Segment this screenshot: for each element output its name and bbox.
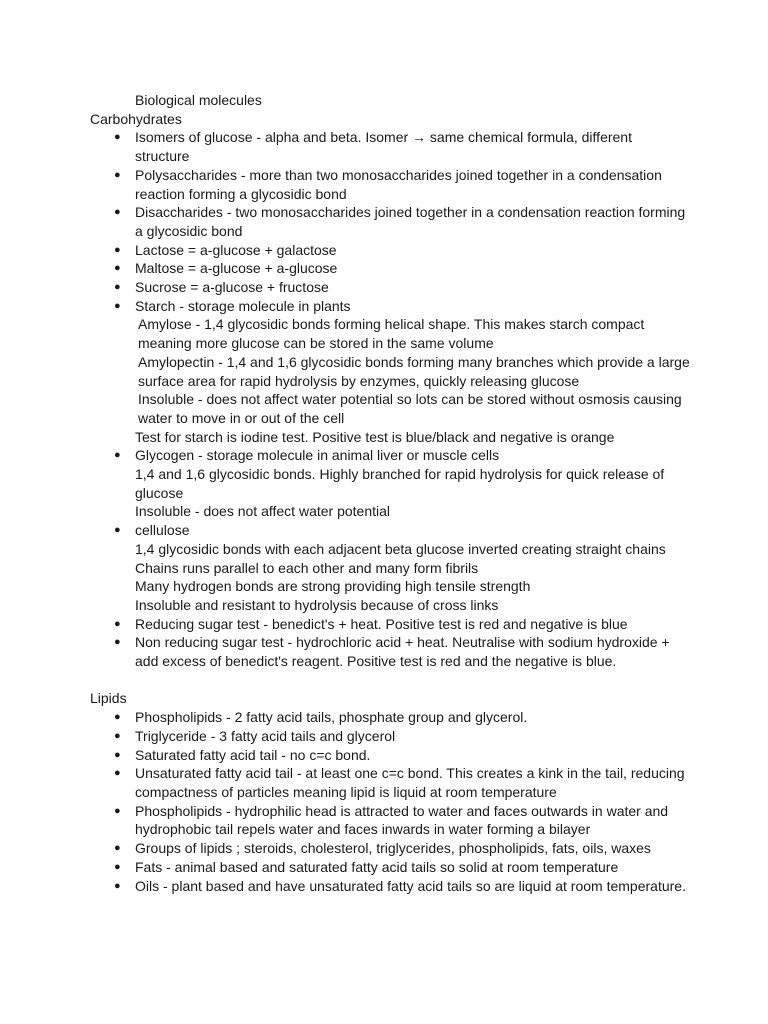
cellulose-bonds-line: 1,4 glycosidic bonds with each adjacent beta glucose inverted creating straight chains bbox=[135, 540, 666, 557]
glycogen-head: ● Glycogen - storage molecule in animal liver or muscle cells bbox=[135, 447, 500, 464]
list-item: ● Saturated fatty acid tail - no c=c bond. bbox=[90, 746, 690, 765]
list-item: ● Oils - plant based and have unsaturated fatty acid tails so are liquid at room temperature. bbox=[90, 877, 690, 896]
list-item: ● Unsaturated fatty acid tail - at least one c=c bond. This creates a kink in the tail, reducing compactness of particles meaning lipid is liquid at room temperature bbox=[90, 764, 690, 801]
list-item: ● Reducing sugar test - benedict's + heat. Positive test is red and negative is blue bbox=[90, 615, 690, 634]
lipids-list bbox=[90, 708, 690, 895]
list-item: ● Phospholipids - hydrophilic head is attracted to water and faces outwards in water and hydrophobic tail repels water and faces inwards in water forming a bilayer bbox=[90, 802, 690, 839]
list-item: ● Triglyceride - 3 fatty acid tails and glycerol bbox=[90, 727, 690, 746]
lipids-heading: Lipids bbox=[90, 690, 127, 707]
list-item: ● Disaccharides - two monosaccharides joined together in a condensation reaction forming a glycosidic bond bbox=[90, 203, 690, 240]
starch-amylopectin-line: Amylopectin - 1,4 and 1,6 glycosidic bonds forming many branches which provide a large surface area for rapid hydrolysis by enzymes, quickly releasing glucose bbox=[138, 353, 690, 389]
spacer bbox=[90, 671, 690, 690]
cellulose-head: ● cellulose bbox=[135, 522, 190, 539]
cellulose-item bbox=[90, 521, 690, 615]
starch-insoluble-line: Insoluble - does not affect water potential so lots can be stored without osmosis causing water to move in or out of the cell bbox=[138, 391, 682, 426]
list-item: ● Phospholipids - 2 fatty acid tails, phosphate group and glycerol. bbox=[90, 708, 690, 727]
starch-amylose-line: Amylose - 1,4 glycosidic bonds forming helical shape. This makes starch compact meaning more glucose can be stored in the same volume bbox=[138, 316, 645, 352]
list-item: ● Isomers of glucose - alpha and beta. Isomer → same chemical formula, different structure bbox=[90, 128, 690, 165]
list-item: ● Maltose = a-glucose + a-glucose bbox=[90, 259, 690, 278]
glycogen-item bbox=[90, 446, 690, 521]
list-item: ● Sucrose = a-glucose + fructose bbox=[90, 278, 690, 297]
starch-item bbox=[90, 297, 690, 447]
glycogen-bonds-line: 1,4 and 1,6 glycosidic bonds. Highly branched for rapid hydrolysis for quick release of glucose bbox=[135, 466, 665, 501]
cellulose-hydrogen-line: Many hydrogen bonds are strong providing high tensile strength bbox=[135, 578, 531, 595]
list-item: ● Non reducing sugar test - hydrochloric acid + heat. Neutralise with sodium hydroxide + add excess of benedict's reagent. Positive test is red and the negative is blue. bbox=[90, 633, 690, 670]
carbohydrates-heading: Carbohydrates bbox=[90, 110, 182, 127]
list-item: ● Polysaccharides - more than two monosaccharides joined together in a condensation reaction forming a glycosidic bond bbox=[90, 166, 690, 203]
list-item: ● Groups of lipids ; steroids, cholesterol, triglycerides, phospholipids, fats, oils, waxes bbox=[90, 839, 690, 858]
cellulose-insoluble-line: Insoluble and resistant to hydrolysis because of cross links bbox=[135, 596, 499, 613]
list-item: ● Lactose = a-glucose + galactose bbox=[90, 241, 690, 260]
document-page bbox=[90, 91, 690, 895]
glycogen-insoluble-line: Insoluble - does not affect water potential bbox=[135, 503, 391, 520]
starch-test-line: Test for starch is iodine test. Positive test is blue/black and negative is orange bbox=[135, 428, 615, 445]
cellulose-chains-line: Chains runs parallel to each other and many form fibrils bbox=[135, 559, 479, 576]
document-title: Biological molecules bbox=[135, 92, 262, 108]
starch-head: ● Starch - storage molecule in plants bbox=[135, 297, 351, 314]
carbohydrates-list bbox=[90, 128, 690, 670]
list-item: ● Fats - animal based and saturated fatty acid tails so solid at room temperature bbox=[90, 858, 690, 877]
